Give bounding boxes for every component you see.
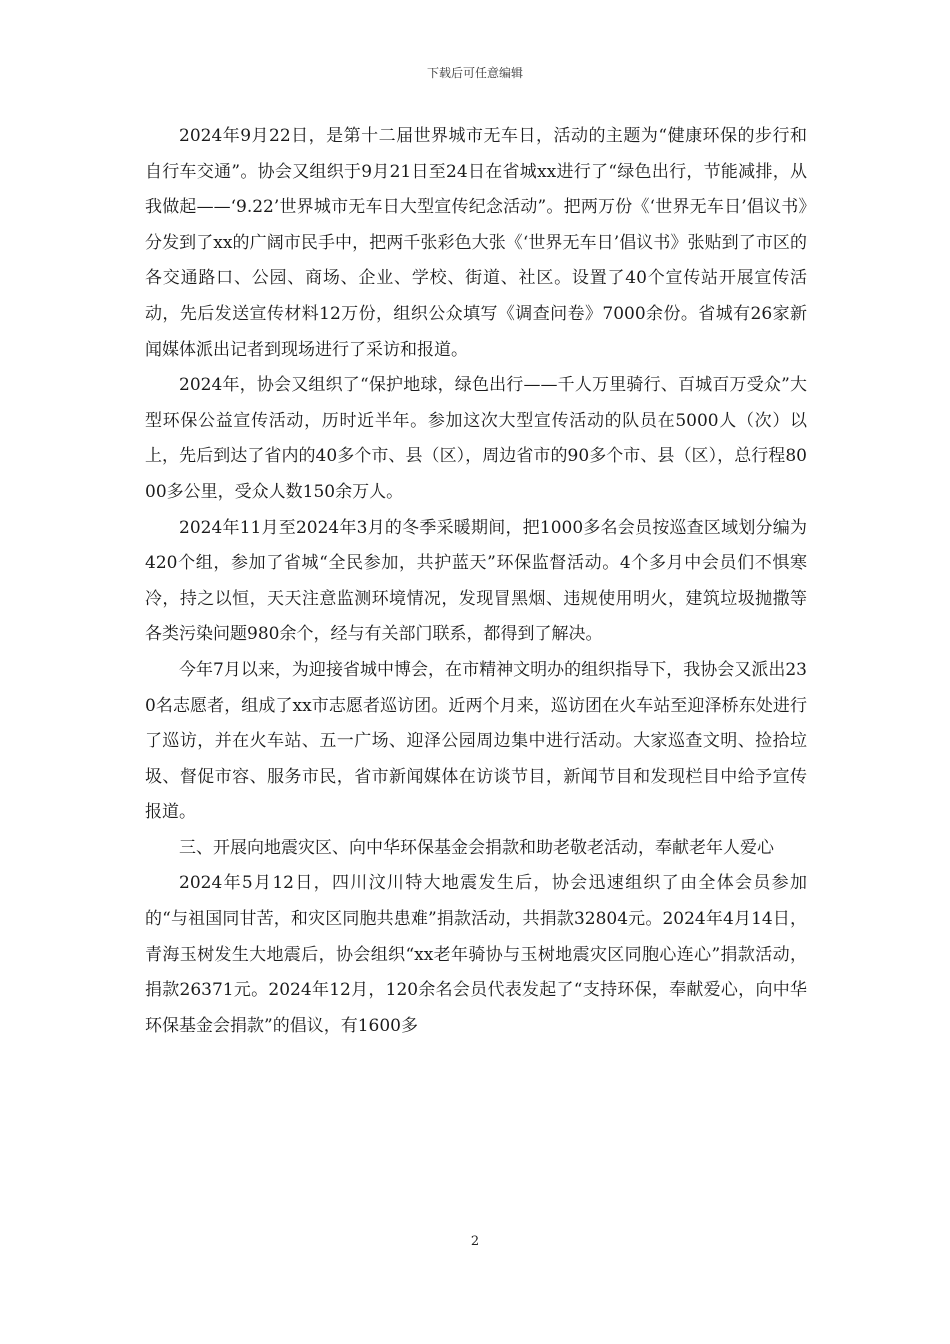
page-header-note: 下载后可任意编辑 — [426, 66, 523, 80]
paragraph-volunteer-patrol: 今年7月以来，为迎接省城中博会，在市精神文明办的组织指导下，我协会又派出230名志愿者，组成了xx市志愿者巡访团。近两个月来，巡访团在火车站至迎泽桥东处进行了巡访，并在火车站、五一广场、迎泽公园周边集中进行活动。大家巡查文明、捡拾垃圾、督促市容、服务市民，省市新闻媒体在访谈节目，新闻节目和发现栏目中给予宣传报道。 — [145, 659, 807, 823]
paragraph-world-car-free-day: 2024年9月22日，是第十二届世界城市无车日，活动的主题为“健康环保的步行和自行车交通”。协会又组织于9月21日至24日在省城xx进行了“绿色出行，节能减排，从我做起——‘9.22’世界城市无车日大型宣传纪念活动”。把两万份《‘世界无车日’倡议书》分发到了xx的广阔市民手中，把两千张彩色大张《‘世界无车日’倡议书》张贴到了市区的各交通路口、公园、商场、企业、学校、街道、社区。设置了40个宣传站开展宣传活动，先后发送宣传材料12万份，组织公众填写《调查问卷》7000余份。省城有26家新闻媒体派出记者到现场进行了采访和报道。 — [145, 126, 807, 360]
document-body — [145, 119, 807, 1044]
paragraph-earthquake-donations: 2024年5月12日，四川汶川特大地震发生后，协会迅速组织了由全体会员参加的“与祖国同甘苦，和灾区同胞共患难”捐款活动，共捐款32804元。2024年4月14日，青海玉树发生大地震后，协会组织“xx老年骑协与玉树地震灾区同胞心连心”捐款活动，捐款26371元。2024年12月，120余名会员代表发起了“支持环保，奉献爱心，向中华环保基金会捐款”的倡议，有1600多 — [145, 873, 807, 1036]
paragraph-winter-monitoring: 2024年11月至2024年3月的冬季采暖期间，把1000多名会员按巡查区域划分编为420个组，参加了省城“全民参加，共护蓝天”环保监督活动。4个多月中会员们不惧寒冷，持之以恒，天天注意监测环境情况，发现冒黑烟、违规使用明火，建筑垃圾抛撒等各类污染问题980余个，经与有关部门联系，都得到了解决。 — [145, 517, 807, 645]
page-number: 2 — [470, 1234, 480, 1249]
section-heading-donations: 三、开展向地震灾区、向中华环保基金会捐款和助老敬老活动，奉献老年人爱心 — [179, 837, 774, 858]
paragraph-cycling-campaign: 2024年，协会又组织了“保护地球，绿色出行——千人万里骑行、百城百万受众”大型环保公益宣传活动，历时近半年。参加这次大型宣传活动的队员在5000人（次）以上，先后到达了省内的40多个市、县（区），周边省市的90多个市、县（区），总行程8000多公里，受众人数150余万人。 — [145, 375, 807, 502]
